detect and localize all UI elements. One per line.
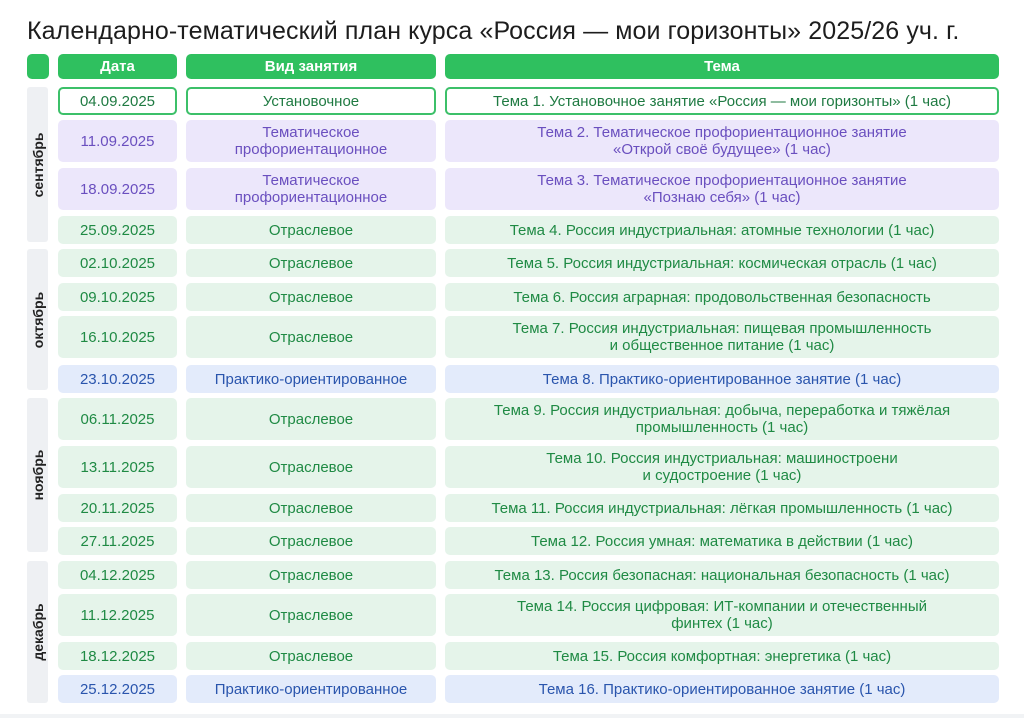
- cell-date: 25.09.2025: [58, 216, 177, 244]
- month-label: сентябрь: [29, 132, 46, 197]
- cell-type: Тематическое профориентационное: [186, 120, 436, 162]
- month-label: ноябрь: [29, 449, 46, 501]
- cell-type: Отраслевое: [186, 561, 436, 589]
- cell-type: Отраслевое: [186, 216, 436, 244]
- cell-topic: Тема 8. Практико-ориентированное занятие (1 час): [445, 365, 999, 393]
- cell-date: 16.10.2025: [58, 316, 177, 358]
- cell-topic: Тема 12. Россия умная: математика в действии (1 час): [445, 527, 999, 555]
- header-topic: Тема: [445, 54, 999, 79]
- cell-topic: Тема 11. Россия индустриальная: лёгкая промышленность (1 час): [445, 494, 999, 522]
- cell-date: 25.12.2025: [58, 675, 177, 703]
- cell-date: 11.12.2025: [58, 594, 177, 636]
- cell-date: 06.11.2025: [58, 398, 177, 440]
- cell-topic: Тема 4. Россия индустриальная: атомные технологии (1 час): [445, 216, 999, 244]
- cell-type: Отраслевое: [186, 594, 436, 636]
- cell-topic: Тема 1. Установочное занятие «Россия — мои горизонты» (1 час): [445, 87, 999, 115]
- cell-date: 09.10.2025: [58, 283, 177, 311]
- cell-type: Отраслевое: [186, 494, 436, 522]
- cell-topic: Тема 14. Россия цифровая: ИТ-компании и отечественный финтех (1 час): [445, 594, 999, 636]
- month-3: [27, 398, 48, 552]
- month-1: [27, 87, 48, 242]
- cell-type: Отраслевое: [186, 446, 436, 488]
- cell-type: Практико-ориентированное: [186, 365, 436, 393]
- month-4: [27, 561, 48, 703]
- header-corner: [27, 54, 49, 79]
- cell-topic: Тема 5. Россия индустриальная: космическая отрасль (1 час): [445, 249, 999, 277]
- cell-date: 20.11.2025: [58, 494, 177, 522]
- bottom-divider: [0, 714, 1024, 718]
- cell-topic: Тема 15. Россия комфортная: энергетика (1 час): [445, 642, 999, 670]
- cell-topic: Тема 7. Россия индустриальная: пищевая промышленность и общественное питание (1 час): [445, 316, 999, 358]
- cell-date: 18.12.2025: [58, 642, 177, 670]
- cell-date: 11.09.2025: [58, 120, 177, 162]
- cell-type: Отраслевое: [186, 249, 436, 277]
- cell-date: 27.11.2025: [58, 527, 177, 555]
- cell-topic: Тема 16. Практико-ориентированное занятие (1 час): [445, 675, 999, 703]
- cell-date: 13.11.2025: [58, 446, 177, 488]
- cell-date: 02.10.2025: [58, 249, 177, 277]
- cell-type: Отраслевое: [186, 283, 436, 311]
- month-label: декабрь: [29, 603, 46, 661]
- cell-date: 04.12.2025: [58, 561, 177, 589]
- cell-topic: Тема 2. Тематическое профориентационное занятие «Открой своё будущее» (1 час): [445, 120, 999, 162]
- cell-date: 18.09.2025: [58, 168, 177, 210]
- cell-topic: Тема 6. Россия аграрная: продовольственная безопасность: [445, 283, 999, 311]
- page-title: Календарно-тематический план курса «Россия — мои горизонты» 2025/26 уч. г.: [27, 17, 960, 45]
- cell-type: Тематическое профориентационное: [186, 168, 436, 210]
- cell-topic: Тема 10. Россия индустриальная: машиностроени и судостроение (1 час): [445, 446, 999, 488]
- header-type: Вид занятия: [186, 54, 436, 79]
- header-date: Дата: [58, 54, 177, 79]
- cell-type: Практико-ориентированное: [186, 675, 436, 703]
- cell-date: 23.10.2025: [58, 365, 177, 393]
- cell-topic: Тема 3. Тематическое профориентационное занятие «Познаю себя» (1 час): [445, 168, 999, 210]
- cell-type: Отраслевое: [186, 527, 436, 555]
- cell-date: 04.09.2025: [58, 87, 177, 115]
- cell-type: Отраслевое: [186, 398, 436, 440]
- cell-type: Отраслевое: [186, 642, 436, 670]
- cell-topic: Тема 13. Россия безопасная: национальная безопасность (1 час): [445, 561, 999, 589]
- month-label: октябрь: [29, 291, 46, 348]
- cell-type: Установочное: [186, 87, 436, 115]
- cell-topic: Тема 9. Россия индустриальная: добыча, переработка и тяжёлая промышленность (1 час): [445, 398, 999, 440]
- month-2: [27, 249, 48, 390]
- cell-type: Отраслевое: [186, 316, 436, 358]
